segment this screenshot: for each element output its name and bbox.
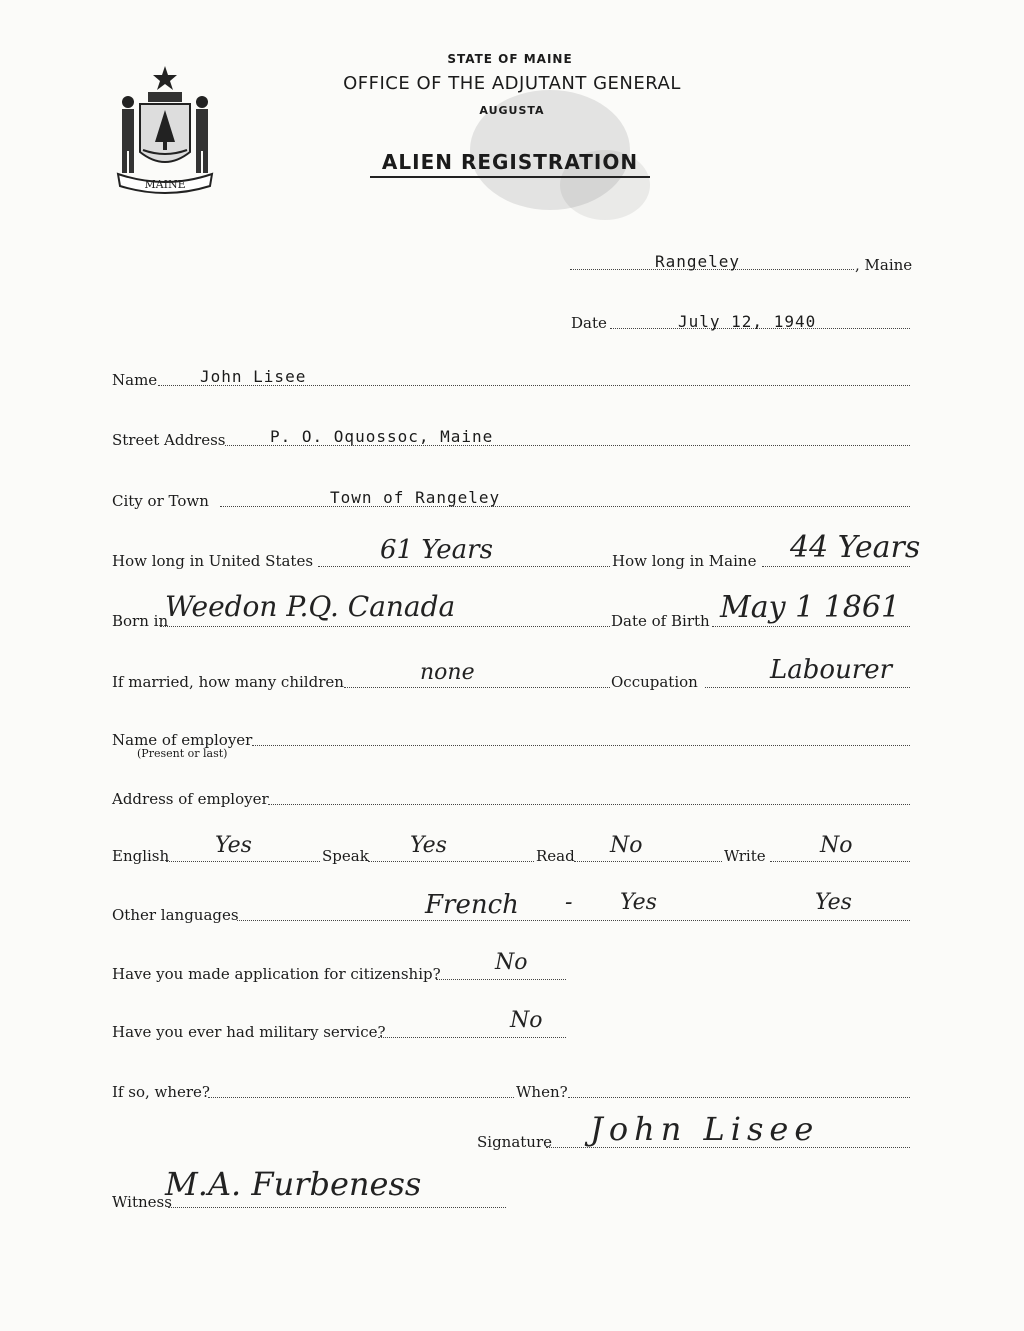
occupation-value: Labourer — [770, 655, 893, 685]
other-languages-speak: Yes — [620, 890, 657, 915]
military-line — [378, 1036, 566, 1038]
children-value: none — [420, 660, 475, 685]
signature-label: Signature — [477, 1133, 553, 1151]
children-line — [344, 686, 610, 688]
speak-label: Speak — [322, 847, 369, 865]
place-suffix: , Maine — [855, 256, 913, 274]
dob-value: May 1 1861 — [720, 590, 901, 625]
read-value: No — [610, 833, 643, 858]
where-label: If so, where? — [112, 1083, 210, 1101]
date-label: Date — [571, 314, 607, 332]
name-label: Name — [112, 371, 158, 389]
write-line — [770, 860, 910, 862]
city-value: Town of Rangeley — [330, 488, 501, 507]
write-value: No — [820, 833, 853, 858]
street-label: Street Address — [112, 431, 226, 449]
citizenship-label: Have you made application for citizenship? — [112, 965, 441, 983]
occupation-label: Occupation — [611, 673, 698, 691]
name-value: John Lisee — [200, 367, 307, 386]
english-label: English — [112, 847, 170, 865]
other-languages-read: Yes — [815, 890, 852, 915]
header-office: OFFICE OF THE ADJUTANT GENERAL — [343, 73, 681, 94]
dob-line — [712, 625, 910, 627]
citizenship-value: No — [495, 950, 528, 975]
dob-label: Date of Birth — [611, 612, 710, 630]
employer-address-label: Address of employer — [112, 790, 269, 808]
place-value: Rangeley — [655, 252, 741, 271]
city-label: City or Town — [112, 492, 209, 510]
maine-years-value: 44 Years — [790, 530, 921, 565]
speak-value: Yes — [410, 833, 447, 858]
born-label: Born in — [112, 612, 169, 630]
employer-label: Name of employer — [112, 731, 253, 749]
header-state: STATE OF MAINE — [447, 52, 573, 66]
date-value: July 12, 1940 — [678, 312, 817, 331]
us-years-value: 61 Years — [380, 535, 493, 565]
english-value: Yes — [215, 833, 252, 858]
maine-years-label: How long in Maine — [612, 552, 757, 570]
where-line — [208, 1096, 514, 1098]
military-label: Have you ever had military service? — [112, 1023, 386, 1041]
signature-value: John Lisee — [590, 1110, 820, 1148]
witness-line — [168, 1206, 506, 1208]
other-languages-label: Other languages — [112, 906, 239, 924]
witness-label: Witness — [112, 1193, 172, 1211]
employer-sublabel: (Present or last) — [137, 747, 228, 760]
employer-address-line — [268, 803, 910, 805]
write-label: Write — [724, 847, 766, 865]
occupation-line — [705, 686, 910, 688]
born-line — [160, 625, 610, 627]
maine-years-line — [762, 565, 910, 567]
street-value: P. O. Oquossoc, Maine — [270, 427, 494, 446]
witness-value: M.A. Furbeness — [165, 1165, 422, 1203]
military-value: No — [510, 1008, 543, 1033]
form-title: ALIEN REGISTRATION — [370, 150, 650, 178]
read-label: Read — [536, 847, 575, 865]
other-languages-dash: - — [565, 890, 573, 915]
header-city: AUGUSTA — [479, 104, 545, 117]
read-line — [574, 860, 722, 862]
other-languages-value: French — [425, 890, 519, 920]
children-label: If married, how many children — [112, 673, 344, 691]
when-label: When? — [516, 1083, 568, 1101]
us-years-line — [318, 565, 610, 567]
citizenship-line — [436, 978, 566, 980]
speak-line — [368, 860, 534, 862]
other-languages-line — [237, 919, 910, 921]
svg-text:MAINE: MAINE — [144, 178, 186, 191]
employer-line — [252, 744, 910, 746]
when-line — [568, 1096, 910, 1098]
city-line — [220, 505, 910, 507]
us-years-label: How long in United States — [112, 552, 314, 570]
born-value: Weedon P.Q. Canada — [165, 590, 456, 623]
english-line — [166, 860, 320, 862]
